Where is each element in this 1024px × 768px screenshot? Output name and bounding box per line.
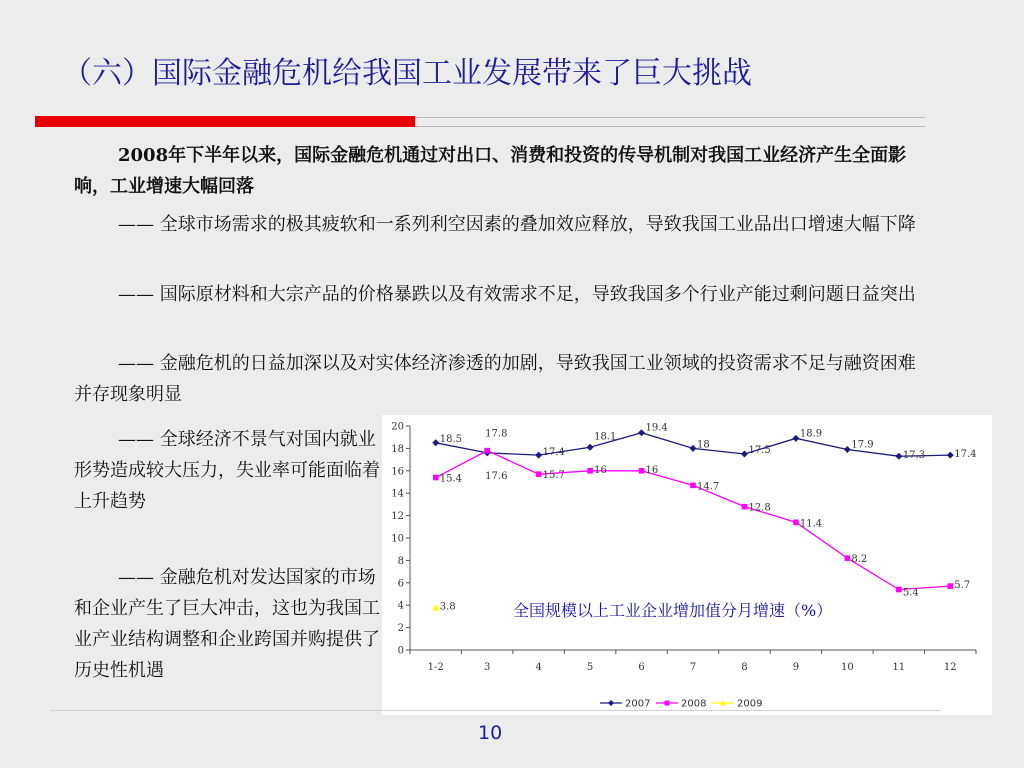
data-point-2008 [896, 587, 902, 593]
data-point-2008 [793, 520, 799, 526]
data-label-2008: 5.7 [954, 580, 971, 592]
data-point-2008 [536, 471, 542, 477]
data-label-2007: 17.4 [542, 447, 565, 459]
y-tick-label: 0 [397, 645, 404, 657]
x-tick-label: 1-2 [427, 662, 444, 673]
y-tick-label: 8 [397, 555, 404, 567]
x-tick-label: 5 [586, 662, 594, 673]
data-label-2008: 8.2 [851, 554, 868, 566]
y-tick-label: 4 [397, 600, 404, 612]
data-point-2008 [587, 468, 593, 474]
point-export [74, 209, 924, 240]
data-label-2008: 16 [645, 464, 659, 476]
data-label-2008: 14.7 [697, 481, 720, 493]
data-label-2008: 17.8 [485, 428, 508, 440]
data-label-2007: 17.9 [851, 439, 874, 451]
y-tick-label: 6 [397, 578, 404, 590]
data-point-2008 [433, 475, 439, 481]
legend-label-2008: 2008 [681, 698, 707, 710]
data-label-2008: 15.4 [439, 473, 462, 485]
slide-title: （六）国际金融危机给我国工业发展带来了巨大挑战 [62, 56, 752, 91]
x-tick-label: 10 [840, 662, 854, 673]
legend-label-2007: 2007 [625, 698, 651, 710]
data-label-2008: 16 [594, 464, 607, 476]
y-tick-label: 12 [391, 511, 404, 523]
point-overcapacity [74, 279, 924, 310]
data-point-2008 [845, 555, 851, 561]
data-label-2007: 18.5 [439, 433, 462, 445]
data-label-2007: 17.4 [954, 449, 977, 461]
divider-top [415, 117, 925, 118]
y-tick-label: 2 [397, 623, 404, 635]
divider-bottom [415, 126, 925, 127]
x-tick-label: 7 [689, 662, 697, 673]
data-label-2007: 18.1 [594, 431, 617, 443]
data-point-2008 [947, 583, 953, 589]
point-export-text: —— 全球市场需求的极其疲软和一系列利空因素的叠加效应释放，导致我国工业品出口增速大幅下降 [118, 214, 916, 235]
data-label-2008: 15.7 [542, 470, 565, 482]
point-employment-text: —— 全球经济不景气对国内就业形势造成较大压力，失业率可能面临着上升趋势 [74, 429, 380, 512]
growth-line-chart [382, 415, 992, 715]
chart-title: 全国规模以上工业企业增加值分月增速（%） [513, 601, 833, 620]
data-label-2008: 11.4 [799, 518, 823, 530]
data-label-2009: 3.8 [439, 601, 456, 613]
data-point-2008 [690, 483, 696, 489]
x-tick-label: 12 [943, 662, 957, 673]
point-opportunity-text: —— 金融危机对发达国家的市场和企业产生了巨大冲击，这也为我国工业产业结构调整和企业跨国并购提供了历史性机遇 [74, 567, 380, 681]
data-label-2008: 5.4 [902, 587, 919, 599]
y-tick-label: 16 [391, 466, 404, 478]
y-tick-label: 10 [391, 533, 404, 545]
data-label-2008: 12.8 [748, 502, 771, 514]
point-opportunity [74, 562, 384, 686]
legend-marker-2008 [665, 701, 670, 706]
data-point-2008 [639, 468, 645, 474]
y-tick-label: 18 [391, 443, 404, 455]
data-label-2007: 18 [697, 439, 710, 451]
point-investment [74, 348, 924, 410]
page-number: 10 [478, 722, 503, 744]
legend-label-2009: 2009 [737, 698, 763, 710]
data-label-2007: 19.4 [645, 422, 668, 434]
data-label-2007: 17.6 [485, 470, 508, 482]
accent-bar [35, 116, 415, 127]
x-tick-label: 3 [483, 662, 491, 673]
y-tick-label: 20 [391, 421, 404, 433]
x-tick-label: 4 [535, 662, 542, 673]
footer-divider [50, 710, 940, 711]
point-investment-text: —— 金融危机的日益加深以及对实体经济渗透的加剧，导致我国工业领域的投资需求不足与融资困难并存现象明显 [74, 353, 916, 405]
x-tick-label: 11 [892, 662, 906, 673]
data-label-2007: 17.3 [902, 450, 926, 462]
data-label-2007: 17.5 [748, 445, 771, 456]
x-tick-label: 8 [741, 662, 748, 673]
data-point-2008 [484, 448, 490, 454]
intro-text: 2008年下半年以来，国际金融危机通过对出口、消费和投资的传导机制对我国工业经济产生全面影响，工业增速大幅回落 [74, 145, 907, 197]
point-employment [74, 424, 384, 517]
x-tick-label: 9 [792, 662, 800, 673]
y-tick-label: 14 [391, 488, 404, 500]
x-tick-label: 6 [638, 662, 645, 673]
data-label-2007: 18.9 [799, 428, 823, 440]
data-point-2008 [742, 504, 748, 510]
point-overcapacity-text: —— 国际原材料和大宗产品的价格暴跌以及有效需求不足，导致我国多个行业产能过剩问题日益突出 [118, 284, 916, 305]
intro-paragraph [74, 140, 924, 202]
